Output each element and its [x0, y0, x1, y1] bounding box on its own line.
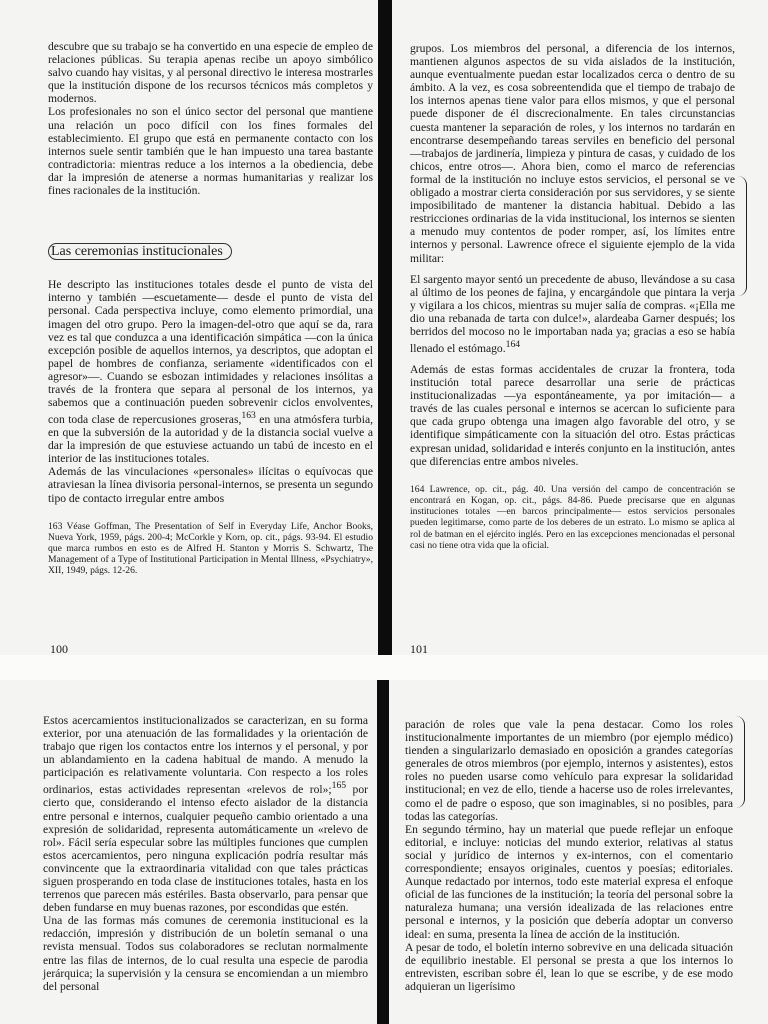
page-bottom-left — [43, 714, 368, 993]
book-spine-bottom — [377, 680, 389, 1024]
section-heading: Las ceremonias institucionales — [48, 243, 232, 260]
paragraph: descubre que su trabajo se ha convertido en una especie de empleo de relaciones públicas. Su terapia apenas recibe un apoyo simbólico salvo cuando hay visitas, y al personal directivo le interesa mostrarles que la institución dispone de los recursos técnicos más completos y modernos. — [48, 40, 373, 106]
page-100 — [48, 40, 373, 577]
footnote-ref: 164 — [505, 339, 521, 351]
page-number: 100 — [50, 642, 68, 656]
paragraph: En segundo término, hay un material que puede reflejar un enfoque editorial, e incluye: noticias del mundo exterior, relativas al status social y jurídico de internos y ex-internos, con el comentario correspondiente; ensayos originales, cuentos y poesías; editoriales. Aunque redactado por internos, todo este material expresa el enfoque oficial de las funciones de la institución; la teoría del personal sobre la naturaleza humana; una versión idealizada de las relaciones entre personal e internos, y la posición que debería adoptar un converso ideal: en suma, presenta la línea de acción de la institución. — [405, 822, 733, 941]
margin-bracket — [738, 176, 747, 296]
block-quote: El sargento mayor sentó un precedente de abuso, llevándose a su casa al último de los peones de fajina, y encargándole que pintara la verja y vigilara a los chicos, mientras su mujer salía de compras. «¡Ella me dio una rebanada de tarta con dulce!», alardeaba Garner después; los berridos del mocoso no le importaban nada ya; gracias a eso se había llenado el estómago.$^{164}$ — [410, 272, 735, 355]
footnote-ref: 165 — [331, 780, 347, 792]
footnote: 164 Lawrence, op. cit., pág. 40. Una versión del campo de concentración se encontrará en Kogan, op. cit., págs. 84-86. Puede precisarse que en algunas instituciones totales —en barcos principalmente— estos servicios personales pueden legitimarse, como parte de los deberes de un estrato. Lo mismo se aplica al rol de batman en el ejército inglés. Pero en las excepciones mencionadas el personal casi no tiene otra vida que la oficial. — [410, 483, 735, 551]
paragraph: He descripto las instituciones totales desde el punto de vista del interno y también —escuetamente— desde el punto de vista del personal. Cada perspectiva incluye, como elemento primordial, una imagen del otro grupo. Pero la imagen-del-otro que aquí se da, rara vez es tal que conduzca a una identificación simpática —con la única excepción posible de aquellos internos, ya descriptos, que adoptan el papel de hombres de confianza, seriamente «identificados con el agresor»—. Cuando se esbozan intimidades y relaciones insólitas a través de la frontera que separa al personal de los internos, ya sabemos que a continuación pueden sobrevenir ciclos envolventes, con toda clase de repercusiones groseras,$^{163}$ en una atmósfera turbia, en que la subversión de la autoridad y de la distancia social vuelve a dar la impresión de que estuviese actuando un tabú de incesto en el interior de las instituciones totales. — [48, 278, 373, 466]
page-bottom-right — [405, 718, 733, 993]
paragraph: grupos. Los miembros del personal, a diferencia de los internos, mantienen algunos aspectos de su vida aislados de la institución, aunque eventualmente puedan estar localizados cerca o dentro de su ámbito. A la vez, es cosa sobreentendida que el tiempo de trabajo de los internos apenas tiene valor para ellos mismos, y que el personal puede disponer de él discrecionalmente. En tales circunstancias cuesta mantener la separación de roles, y los internos no tardarán en encontrarse desempeñando tareas serviles en beneficio del personal —trabajos de jardinería, limpieza y pintura de casas, y cuidado de los chicos, entre otros—. Ahora bien, como el marco de referencias formal de la institución no incluye estos servicios, el personal se ve obligado a mostrar cierta consideración por sus servidores, y se siente imposibilitado de mantener la distancia habitual. Debido a las restricciones ordinarias de la vida institucional, los internos se sienten a menudo muy contentos de poder romper, así, los límites entre internos y personal. Lawrence ofrece el siguiente ejemplo de la vida militar: — [410, 42, 735, 265]
book-spine-top — [378, 0, 392, 655]
paragraph: paración de roles que vale la pena destacar. Como los roles institucionalmente importantes de un miembro (por ejemplo médico) tienden a singularizarlo demasiado en oposición a grandes categorías generales de otros miembros (por ejemplo, internos y asistentes), estos roles no pueden usarse como vehículo para expresar la solidaridad institucional; en vez de ello, tiende a hacerse uso de roles irrelevantes, como el de padre o esposo, que son imaginables, si no posibles, para todas las categorías. — [405, 718, 733, 823]
paragraph: A pesar de todo, el boletín interno sobrevive en una delicada situación de equilibrio inestable. El personal se presta a que los internos lo entrevisten, escriban sobre él, lean lo que se escribe, y de ese modo adquieran un ligerísimo — [405, 940, 733, 993]
footnote: 163 Véase Goffman, The Presentation of Self in Everyday Life, Anchor Books, Nueva York, 1959, págs. 200-4; McCorkle y Korn, op. cit., págs. 93-94. El estudio que marca rumbos en esto es de Alfred H. Stanton y Morris S. Schwartz, The Management of a Type of Institutional Participation in Mental Illness, «Psychiatry», XII, 1949, págs. 12-26. — [48, 520, 373, 577]
footnote-ref: 163 — [241, 410, 256, 422]
margin-bracket — [736, 716, 745, 808]
paragraph: Los profesionales no son el único sector del personal que mantiene una relación un poco difícil con los fines formales del establecimiento. El grupo que está en permanente contacto con los internos suele sentir también que le han impuesto una tarea bastante contradictoria: mientras reduce a los internos a la obediencia, debe dar la impresión de atenerse a normas humanitarias y realizar los fines racionales de la institución. — [48, 105, 373, 198]
scan-gap — [0, 655, 768, 680]
paragraph: Además de estas formas accidentales de cruzar la frontera, toda institución total parece desarrollar una serie de prácticas institucionalizadas —ya espontáneamente, ya por imitación— a través de las cuales personal e internos se acercan lo suficiente para que cada grupo obtenga una imagen algo favorable del otro, y se identifique simpáticamente con la situación del otro. Estas prácticas expresan unidad, solidaridad e interés conjunto en la institución, antes que diferencias entre ambos niveles. — [410, 363, 735, 468]
page-101 — [410, 42, 735, 551]
page-number: 101 — [410, 642, 428, 656]
paragraph: Estos acercamientos institucionalizados se caracterizan, en su forma exterior, por una atenuación de las formalidades y la orientación de trabajo que rigen los contactos entre los internos y el personal, y por un ablandamiento en la cadena habitual de mando. A menudo la participación es relativamente voluntaria. Con respecto a los roles ordinarios, estas actividades representan «relevos de rol»;$^{165}$ por cierto que, considerando el intenso efecto aislador de la distancia entre personal e internos, cualquier pequeño cambio orientado a una expresión de solidaridad, representa automáticamente un «relevo de rol». Fácil sería especular sobre las múltiples funciones que cumplen estos acercamientos, pero ninguna explicación podría resultar más convincente que la extraordinaria vitalidad con que tales prácticas siguen prosperando en toda clase de instituciones totales, hasta en los terrenos que parecen más estériles. Basta observarlo, para pensar que deben fundarse en muy buenas razones, por escondidas que estén. — [43, 714, 368, 915]
paragraph: Una de las formas más comunes de ceremonia institucional es la redacción, impresión y distribución de un boletín semanal o una revista mensual. Todos sus colaboradores se reclutan normalmente entre las filas de internos, de lo cual resulta una especie de parodia jerárquica; la supervisión y la censura se encomiendan a un miembro del personal — [43, 914, 368, 993]
paragraph: Además de las vinculaciones «personales» ilícitas o equívocas que atraviesan la línea divisoria personal-internos, se presenta un segundo tipo de contacto irregular entre ambos — [48, 465, 373, 505]
